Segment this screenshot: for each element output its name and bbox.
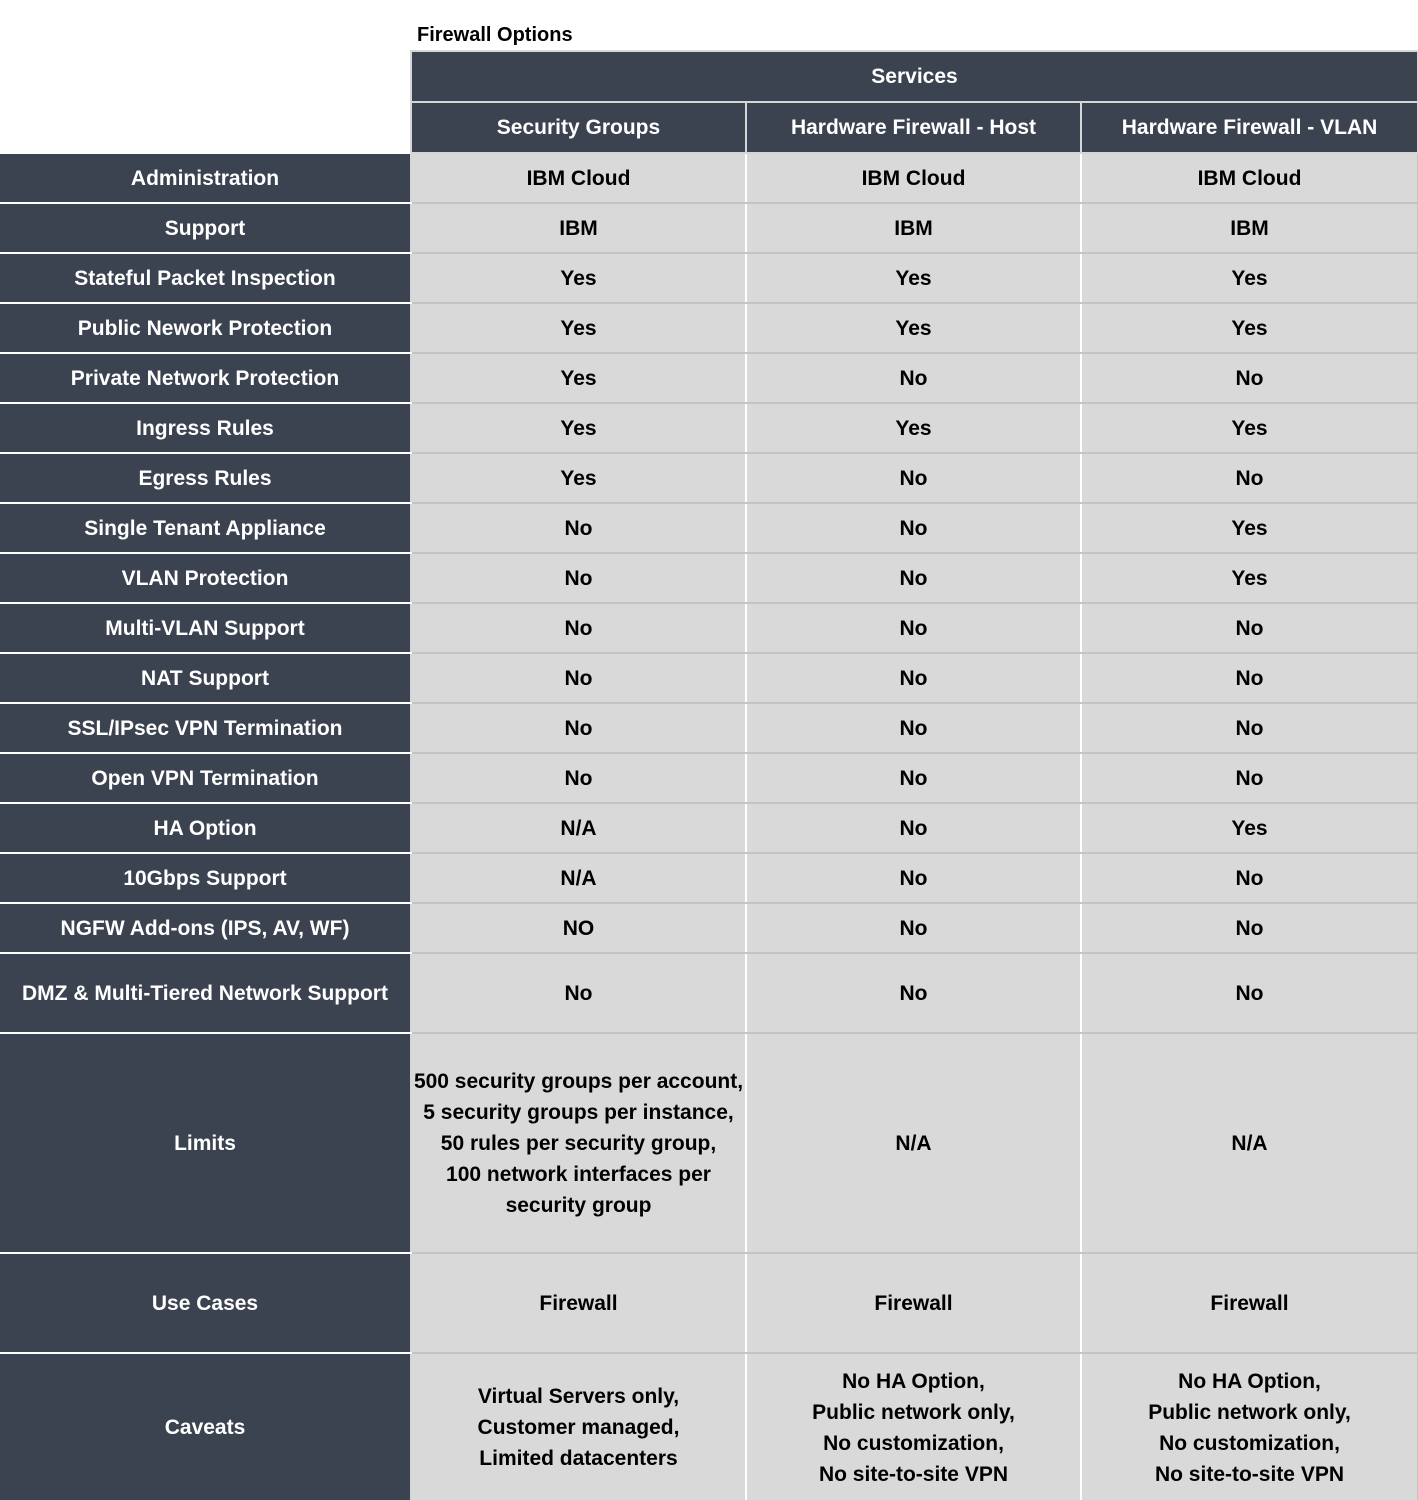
value-cell: No (746, 753, 1081, 803)
firewall-options-caption: Firewall Options (417, 24, 573, 46)
value-cell: No (411, 953, 746, 1033)
value-cell: No (411, 753, 746, 803)
table-row (0, 453, 1418, 503)
firewall-comparison-table (0, 50, 1418, 1500)
value-cell: No (746, 853, 1081, 903)
table-row (0, 1253, 1418, 1353)
value-cell: Yes (1081, 253, 1418, 303)
value-cell: Yes (1081, 553, 1418, 603)
feature-label: HA Option (0, 803, 411, 853)
value-cell: Yes (1081, 303, 1418, 353)
feature-label: Administration (0, 153, 411, 203)
value-cell: Yes (1081, 403, 1418, 453)
table-row (0, 503, 1418, 553)
value-cell: No (1081, 453, 1418, 503)
table-row (0, 203, 1418, 253)
table-row (0, 1353, 1418, 1500)
feature-label: Use Cases (0, 1253, 411, 1353)
value-cell: Yes (746, 303, 1081, 353)
value-cell: No (411, 553, 746, 603)
table-row (0, 803, 1418, 853)
value-cell: No (746, 453, 1081, 503)
feature-label: Ingress Rules (0, 403, 411, 453)
table-row (0, 353, 1418, 403)
feature-label: Egress Rules (0, 453, 411, 503)
table-row (0, 303, 1418, 353)
value-cell: Yes (411, 353, 746, 403)
value-cell: No (746, 603, 1081, 653)
feature-label: NGFW Add-ons (IPS, AV, WF) (0, 903, 411, 953)
value-cell: N/A (746, 1033, 1081, 1253)
value-cell: No (746, 803, 1081, 853)
value-cell: No (1081, 353, 1418, 403)
value-cell: Yes (1081, 803, 1418, 853)
feature-label: Caveats (0, 1353, 411, 1500)
value-cell: No (1081, 653, 1418, 703)
table-row (0, 153, 1418, 203)
feature-label: Multi-VLAN Support (0, 603, 411, 653)
table-row (0, 553, 1418, 603)
value-cell: 500 security groups per account, 5 security groups per instance, 50 rules per security group, 100 network interfaces per security group (411, 1033, 746, 1253)
feature-label: Limits (0, 1033, 411, 1253)
value-cell: No (411, 603, 746, 653)
header-blank-2 (0, 102, 411, 153)
value-cell: Firewall (411, 1253, 746, 1353)
value-cell: IBM (746, 203, 1081, 253)
feature-label: Public Nework Protection (0, 303, 411, 353)
table-row (0, 603, 1418, 653)
value-cell: IBM (411, 203, 746, 253)
value-cell: Yes (411, 453, 746, 503)
table-row (0, 753, 1418, 803)
value-cell: No (746, 903, 1081, 953)
value-cell: Yes (1081, 503, 1418, 553)
value-cell: Yes (411, 253, 746, 303)
value-cell: Yes (746, 253, 1081, 303)
value-cell: Firewall (1081, 1253, 1418, 1353)
value-cell: Yes (746, 403, 1081, 453)
services-header: Services (411, 51, 1418, 102)
feature-label: Support (0, 203, 411, 253)
value-cell: Virtual Servers only, Customer managed, Limited datacenters (411, 1353, 746, 1500)
table-row (0, 653, 1418, 703)
value-cell: N/A (411, 803, 746, 853)
value-cell: IBM (1081, 203, 1418, 253)
value-cell: No HA Option, Public network only, No customization, No site-to-site VPN (746, 1353, 1081, 1500)
feature-label: Single Tenant Appliance (0, 503, 411, 553)
value-cell: No (746, 703, 1081, 753)
column-header-security-groups: Security Groups (411, 102, 746, 153)
value-cell: No (746, 503, 1081, 553)
value-cell: N/A (411, 853, 746, 903)
value-cell: No (746, 553, 1081, 603)
value-cell: No (411, 703, 746, 753)
value-cell: No (1081, 753, 1418, 803)
value-cell: No (411, 653, 746, 703)
column-header-hardware-firewall-host: Hardware Firewall - Host (746, 102, 1081, 153)
value-cell: No (746, 653, 1081, 703)
value-cell: No (746, 953, 1081, 1033)
value-cell: No (1081, 903, 1418, 953)
value-cell: No (1081, 853, 1418, 903)
value-cell: N/A (1081, 1033, 1418, 1253)
feature-label: Open VPN Termination (0, 753, 411, 803)
value-cell: No (1081, 703, 1418, 753)
value-cell: NO (411, 903, 746, 953)
value-cell: Yes (411, 403, 746, 453)
feature-label: 10Gbps Support (0, 853, 411, 903)
table-row (0, 403, 1418, 453)
value-cell: No (411, 503, 746, 553)
column-header-hardware-firewall-vlan: Hardware Firewall - VLAN (1081, 102, 1418, 153)
table-row (0, 903, 1418, 953)
feature-label: Stateful Packet Inspection (0, 253, 411, 303)
value-cell: No HA Option, Public network only, No customization, No site-to-site VPN (1081, 1353, 1418, 1500)
table-row (0, 703, 1418, 753)
feature-label: Private Network Protection (0, 353, 411, 403)
value-cell: IBM Cloud (411, 153, 746, 203)
table-row (0, 853, 1418, 903)
header-blank (0, 51, 411, 102)
value-cell: Firewall (746, 1253, 1081, 1353)
value-cell: No (746, 353, 1081, 403)
value-cell: No (1081, 953, 1418, 1033)
value-cell: IBM Cloud (1081, 153, 1418, 203)
feature-label: VLAN Protection (0, 553, 411, 603)
feature-label: NAT Support (0, 653, 411, 703)
feature-label: SSL/IPsec VPN Termination (0, 703, 411, 753)
value-cell: IBM Cloud (746, 153, 1081, 203)
feature-label: DMZ & Multi-Tiered Network Support (0, 953, 411, 1033)
value-cell: No (1081, 603, 1418, 653)
table-row (0, 253, 1418, 303)
table-row (0, 953, 1418, 1033)
table-row (0, 1033, 1418, 1253)
value-cell: Yes (411, 303, 746, 353)
